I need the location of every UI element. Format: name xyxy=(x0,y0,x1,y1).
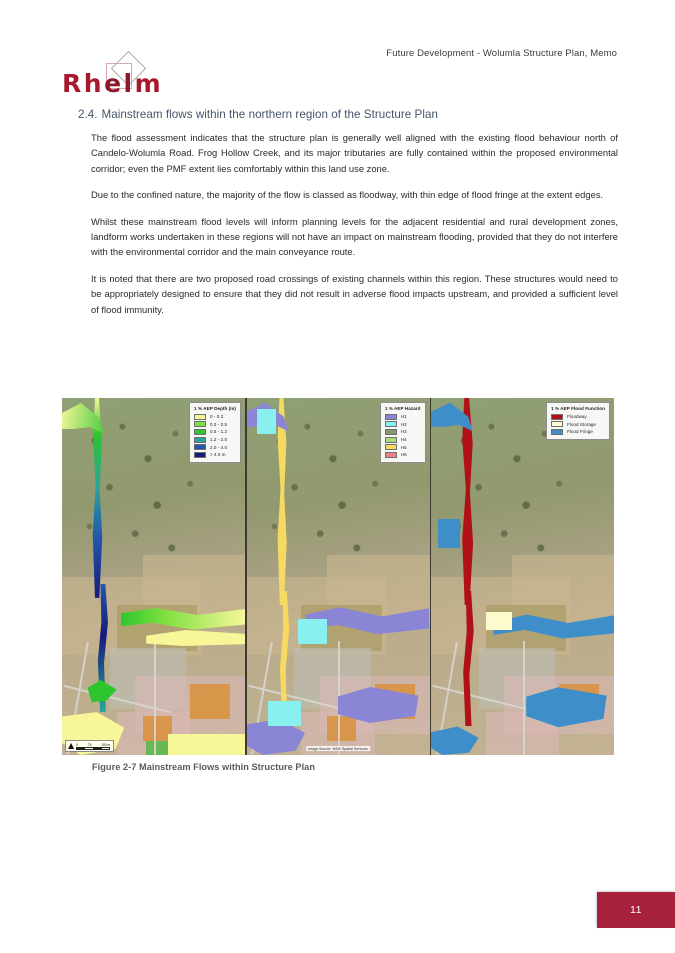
logo-letter-l: l xyxy=(123,69,135,98)
map-panel-group xyxy=(62,398,614,755)
page-number-badge xyxy=(597,892,675,928)
legend-label: 0.3 - 0.5 xyxy=(210,421,228,427)
legend-label: H3 xyxy=(400,429,407,435)
legend-title: 1 % AEP Hazard xyxy=(384,406,421,411)
legend-swatch xyxy=(194,444,206,450)
logo-letter-r: R xyxy=(62,69,84,98)
legend-item xyxy=(194,413,236,421)
page-number: 11 xyxy=(630,904,642,916)
legend-label: 0.5 - 1.2 xyxy=(210,429,228,435)
legend-swatch xyxy=(194,421,206,427)
logo-wordmark xyxy=(62,71,163,96)
legend-item xyxy=(385,436,421,444)
logo-letter-m: m xyxy=(134,69,164,98)
scale-bar-graphic xyxy=(76,747,110,750)
map-scalebar xyxy=(65,740,114,752)
logo-letter-e: e xyxy=(104,69,124,98)
legend-item xyxy=(194,451,236,459)
legend-label: Flood Storage xyxy=(567,421,596,427)
legend-swatch xyxy=(385,452,397,458)
legend-swatch xyxy=(194,452,206,458)
north-arrow-icon: ▲ xyxy=(68,741,75,750)
legend-label: H4 xyxy=(400,437,407,443)
legend-swatch xyxy=(194,414,206,420)
legend-label: 2.0 - 4.0 xyxy=(210,444,228,450)
scale-label-max: 150 m xyxy=(101,743,111,748)
legend-label: Floodway xyxy=(567,414,587,420)
legend-flood-function xyxy=(546,402,610,440)
legend-swatch xyxy=(385,444,397,450)
legend-depth xyxy=(189,402,241,463)
paragraph-4: It is noted that there are two proposed road crossings of existing channels within this region. These structures would need to be appropriately designed to ensure that they did not result in adverse flood impacts upstream, and provided a sufficient level of flood immunity. xyxy=(91,272,618,315)
legend-swatch xyxy=(551,429,563,435)
legend-label: 0 - 0.3 xyxy=(210,414,224,420)
logo-letter-h: h xyxy=(83,69,105,98)
scale-label-min: 0 xyxy=(76,743,78,748)
legend-item xyxy=(385,428,421,436)
legend-swatch xyxy=(385,429,397,435)
legend-title: 1 % AEP Flood Function xyxy=(551,406,605,411)
flood-hazard-band xyxy=(268,701,301,726)
legend-swatch xyxy=(194,437,206,443)
legend-item xyxy=(385,451,421,459)
legend-swatch xyxy=(551,414,563,420)
legend-label: H1 xyxy=(400,414,407,420)
image-attribution: Image Source: NSW Spatial Services xyxy=(308,746,368,751)
legend-item xyxy=(194,436,236,444)
legend-hazard xyxy=(380,402,426,463)
legend-label: 1.2 - 2.0 xyxy=(210,437,228,443)
map-panel-depth xyxy=(62,398,245,755)
section-title: Mainstream flows within the northern region of the Structure Plan xyxy=(101,108,438,121)
scale-label-mid: 75 xyxy=(87,743,92,748)
paragraph-2: Due to the confined nature, the majority of the flow is classed as floodway, with thin edge of flood fringe at the extent edges. xyxy=(91,189,604,201)
map-panel-hazard xyxy=(247,398,430,755)
legend-label: H6 xyxy=(400,452,407,458)
legend-swatch xyxy=(194,429,206,435)
section-number: 2.4. xyxy=(78,108,98,121)
road-line xyxy=(154,641,156,755)
landuse-parcel xyxy=(327,716,356,741)
legend-swatch xyxy=(385,414,397,420)
header-document-title: Future Development - Wolumla Structure Plan, Memo xyxy=(386,48,617,59)
legend-item xyxy=(194,428,236,436)
legend-title: 1 % AEP Depth (m) xyxy=(194,406,236,411)
paragraph-1: The flood assessment indicates that the structure plan is generally well aligned with the existing flood behaviour north of Candelo-Wolumla Road. Frog Hollow Creek, and its major tributaries are fully contained within the proposed environmental corridor; even the PMF extent lies comfortably within this land use zone. xyxy=(91,132,618,174)
legend-label: > 4.0 m xyxy=(210,452,226,458)
landuse-parcel xyxy=(190,684,230,720)
legend-item xyxy=(194,421,236,429)
flood-function-band xyxy=(438,519,460,548)
legend-item xyxy=(385,443,421,451)
road-line xyxy=(523,641,525,755)
section-heading xyxy=(78,108,618,121)
map-panel-flood-function xyxy=(431,398,614,755)
paragraph-3: Whilst these mainstream flood levels will inform planning levels for the adjacent residential and rural development zones, landform works undertaken in these regions will not have an impact on mainstream flooding, provided that they do not interfere with the environmental corridor and the main conveyance route. xyxy=(91,215,618,258)
flood-hazard-band xyxy=(257,409,275,434)
figure-2-7 xyxy=(62,398,614,755)
legend-label: H5 xyxy=(400,444,407,450)
figure-caption: Figure 2-7 Mainstream Flows within Structure Plan xyxy=(92,762,315,772)
rhelm-logo xyxy=(62,57,190,103)
legend-label: Flood Fringe xyxy=(567,429,593,435)
legend-item xyxy=(385,413,421,421)
scale-ticks xyxy=(76,743,110,750)
legend-swatch xyxy=(385,421,397,427)
flood-depth-band xyxy=(168,734,245,755)
legend-item xyxy=(551,421,605,429)
legend-item xyxy=(194,443,236,451)
legend-label: H2 xyxy=(400,421,407,427)
legend-swatch xyxy=(385,437,397,443)
legend-swatch xyxy=(551,421,563,427)
legend-item xyxy=(551,428,605,436)
flood-function-band xyxy=(486,612,512,630)
legend-item xyxy=(551,413,605,421)
legend-item xyxy=(385,421,421,429)
flood-hazard-band xyxy=(298,619,327,644)
document-body xyxy=(78,108,618,317)
landuse-parcel xyxy=(146,741,168,755)
